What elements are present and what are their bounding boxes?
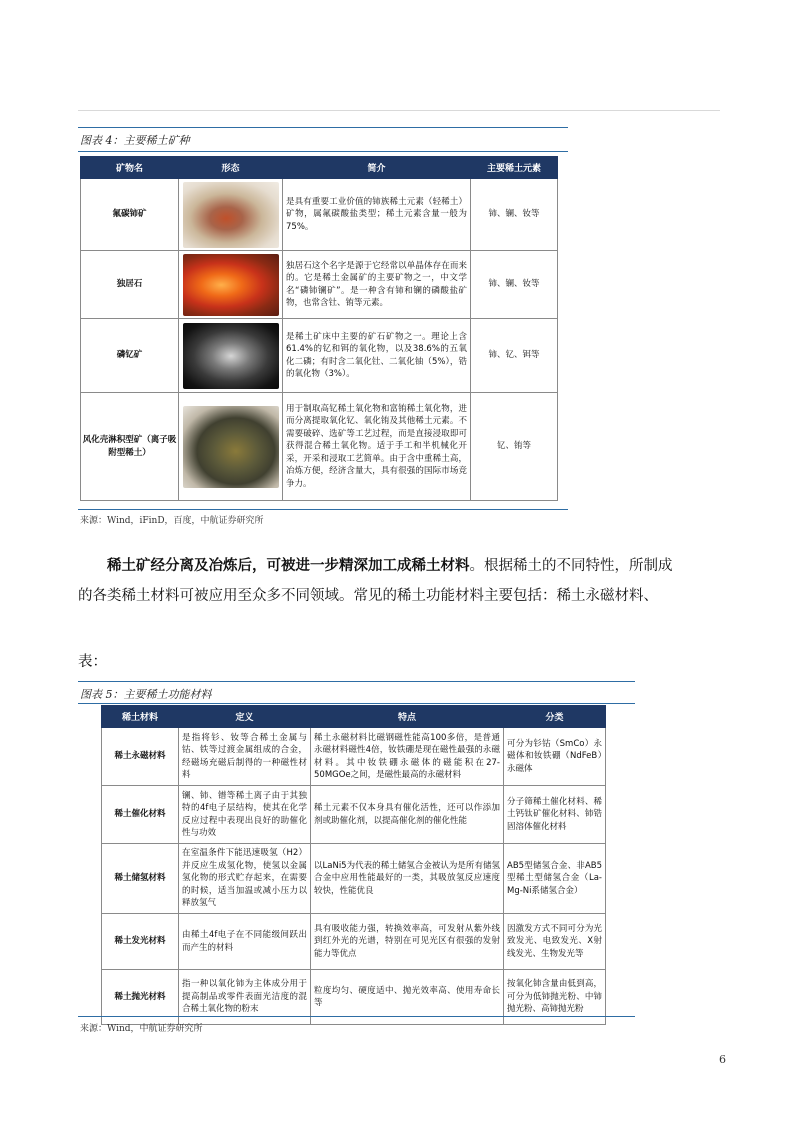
paragraph-line-2: 的各类稀土材料可被应用至众多不同领域。常见的稀土功能材料主要包括：稀土永磁材料、: [78, 588, 658, 604]
mineral-name: 氟碳铈矿: [81, 179, 179, 251]
table-row: [81, 393, 558, 501]
figure4-caption: 图表 4：主要稀土矿种: [80, 134, 190, 147]
header-intro: 简介: [283, 157, 471, 179]
table-header-row: [102, 706, 606, 728]
material-classes: 分子筛稀土催化材料、稀土钙钛矿催化材料、铈锆固溶体催化材料: [504, 786, 606, 844]
material-definition: 指一种以氧化铈为主体成分用于提高制品或零件表面光洁度的混合稀土氧化物的粉末: [179, 970, 311, 1025]
table-row: [102, 786, 606, 844]
table-row: [102, 728, 606, 786]
paragraph-line-1: [78, 551, 720, 581]
figure5-top-rule: [78, 681, 635, 682]
material-definition: 是指将钐、钕等合稀土金属与钴、铁等过渡金属组成的合金，经磁场充磁后制得的一种磁性材料: [179, 728, 311, 786]
mineral-image-cell: [179, 179, 283, 251]
mineral-image: [183, 323, 279, 389]
header-definition: 定义: [179, 706, 311, 728]
table-header-row: [81, 157, 558, 179]
material-features: 稀土永磁材料比磁钢磁性能高100多倍，是普通永磁材料磁性4倍，钕铁硼是现在磁性最强的永磁材料。其中钕铁硼永磁体的磁能积在27-50MGOe之间，是磁性最高的永磁材料: [311, 728, 504, 786]
material-name: 稀土发光材料: [102, 914, 179, 970]
mineral-name: 独居石: [81, 251, 179, 319]
header-rule: [78, 110, 720, 111]
material-classes: 按氧化铈含量由低到高，可分为低铈抛光粉、中铈抛光粉、高铈抛光粉: [504, 970, 606, 1025]
mineral-elements: 铈、钇、铒等: [471, 319, 558, 393]
mineral-elements: 钇、铕等: [471, 393, 558, 501]
header-classes: 分类: [504, 706, 606, 728]
figure5-caption: 图表 5：主要稀土功能材料: [80, 688, 212, 701]
header-material: 稀土材料: [102, 706, 179, 728]
material-definition: 由稀土4f电子在不同能级间跃出而产生的材料: [179, 914, 311, 970]
header-features: 特点: [311, 706, 504, 728]
figure4-caption-rule: [78, 151, 568, 152]
figure5-caption-rule: [78, 703, 635, 704]
table-row: [102, 844, 606, 914]
material-name: 稀土催化材料: [102, 786, 179, 844]
mineral-name: 磷钇矿: [81, 319, 179, 393]
header-form: 形态: [179, 157, 283, 179]
figure4-top-rule: [78, 127, 568, 128]
minerals-table: [80, 156, 558, 501]
paragraph-line-3: 表：: [78, 654, 107, 670]
material-features: 稀土元素不仅本身具有催化活性，还可以作添加剂或助催化剂，以提高催化剂的催化性能: [311, 786, 504, 844]
table-row: [102, 914, 606, 970]
table-row: [81, 319, 558, 393]
mineral-name: 风化壳淋积型矿（离子吸附型稀土）: [81, 393, 179, 501]
page-number: 6: [719, 1053, 726, 1066]
material-classes: AB5型储氢合金、非AB5型稀土型储氢合金（La-Mg-Ni系储氢合金）: [504, 844, 606, 914]
material-features: 具有吸收能力强，转换效率高，可发射从紫外线到红外光的光谱，特别在可见光区有很强的发射能力等优点: [311, 914, 504, 970]
mineral-desc: 独居石这个名字是源于它经常以单晶体存在而来的。它是稀土金属矿的主要矿物之一，中文学名“磷铈镧矿”。是一种含有铈和镧的磷酸盐矿物，也常含钍、铕等元素。: [283, 251, 471, 319]
material-features: 以LaNi5为代表的稀土储氢合金被认为是所有储氢合金中应用性能最好的一类，其吸放氢反应速度较快，性能优良: [311, 844, 504, 914]
figure5-source: 来源：Wind，中航证券研究所: [80, 1024, 203, 1034]
mineral-image-cell: [179, 319, 283, 393]
mineral-image-cell: [179, 393, 283, 501]
material-classes: 可分为钐钴（SmCo）永磁体和钕铁硼（NdFeB）永磁体: [504, 728, 606, 786]
mineral-elements: 铈、镧、钕等: [471, 251, 558, 319]
figure5-bottom-rule: [78, 1016, 635, 1017]
header-mineral: 矿物名: [81, 157, 179, 179]
mineral-image-cell: [179, 251, 283, 319]
mineral-desc: 是具有重要工业价值的铈族稀土元素（轻稀土）矿物，属氟碳酸盐类型；稀土元素含量一般为75%。: [283, 179, 471, 251]
mineral-desc: 是稀土矿床中主要的矿石矿物之一。理论上含 61.4%的钇和铒的氧化物，以及38.6%的五氧化二磷；有时含二氧化钍、二氧化铀（5%），锆的氧化物（3%）。: [283, 319, 471, 393]
table-row: [81, 179, 558, 251]
mineral-image: [183, 254, 279, 316]
material-name: 稀土储氢材料: [102, 844, 179, 914]
mineral-desc: 用于制取高钇稀土氧化物和富铕稀土氧化物，进而分离提取氧化钇、氧化铕及其他稀土元素。不需要破碎、选矿等工艺过程，而是直接浸取即可获得混合稀土氧化物。适于手工和半机械化开采，开采和浸取工艺简单。由于含中重稀土高，冶炼方便，经济含量大，具有很强的国际市场竞争力。: [283, 393, 471, 501]
material-classes: 因激发方式不同可分为光致发光、电致发光、X射线发光、生物发光等: [504, 914, 606, 970]
header-elements: 主要稀土元素: [471, 157, 558, 179]
material-definition: 在室温条件下能迅速吸氢（H2）并反应生成氢化物，使氢以金属氢化物的形式贮存起来，在需要的时候，适当加温或减小压力以释放氢气: [179, 844, 311, 914]
material-name: 稀土抛光材料: [102, 970, 179, 1025]
materials-table: [101, 705, 606, 1025]
table-row: [81, 251, 558, 319]
mineral-image: [183, 182, 279, 248]
paragraph-lead-bold: 稀土矿经分离及冶炼后，可被进一步精深加工成稀土材料: [107, 557, 470, 574]
figure4-source: 来源：Wind，iFinD，百度，中航证券研究所: [80, 516, 264, 526]
mineral-image: [183, 406, 279, 488]
figure4-bottom-rule: [78, 509, 568, 510]
paragraph-line1-rest: 。根据稀土的不同特性，所制成: [469, 558, 673, 574]
material-features: 粒度均匀、硬度适中、抛光效率高、使用寿命长等: [311, 970, 504, 1025]
body-paragraph: [78, 551, 720, 611]
material-definition: 镧、铈、镨等稀土离子由于其独特的4f电子层结构，使其在化学反应过程中表现出良好的助催化性与功效: [179, 786, 311, 844]
mineral-elements: 铈、镧、钕等: [471, 179, 558, 251]
material-name: 稀土永磁材料: [102, 728, 179, 786]
